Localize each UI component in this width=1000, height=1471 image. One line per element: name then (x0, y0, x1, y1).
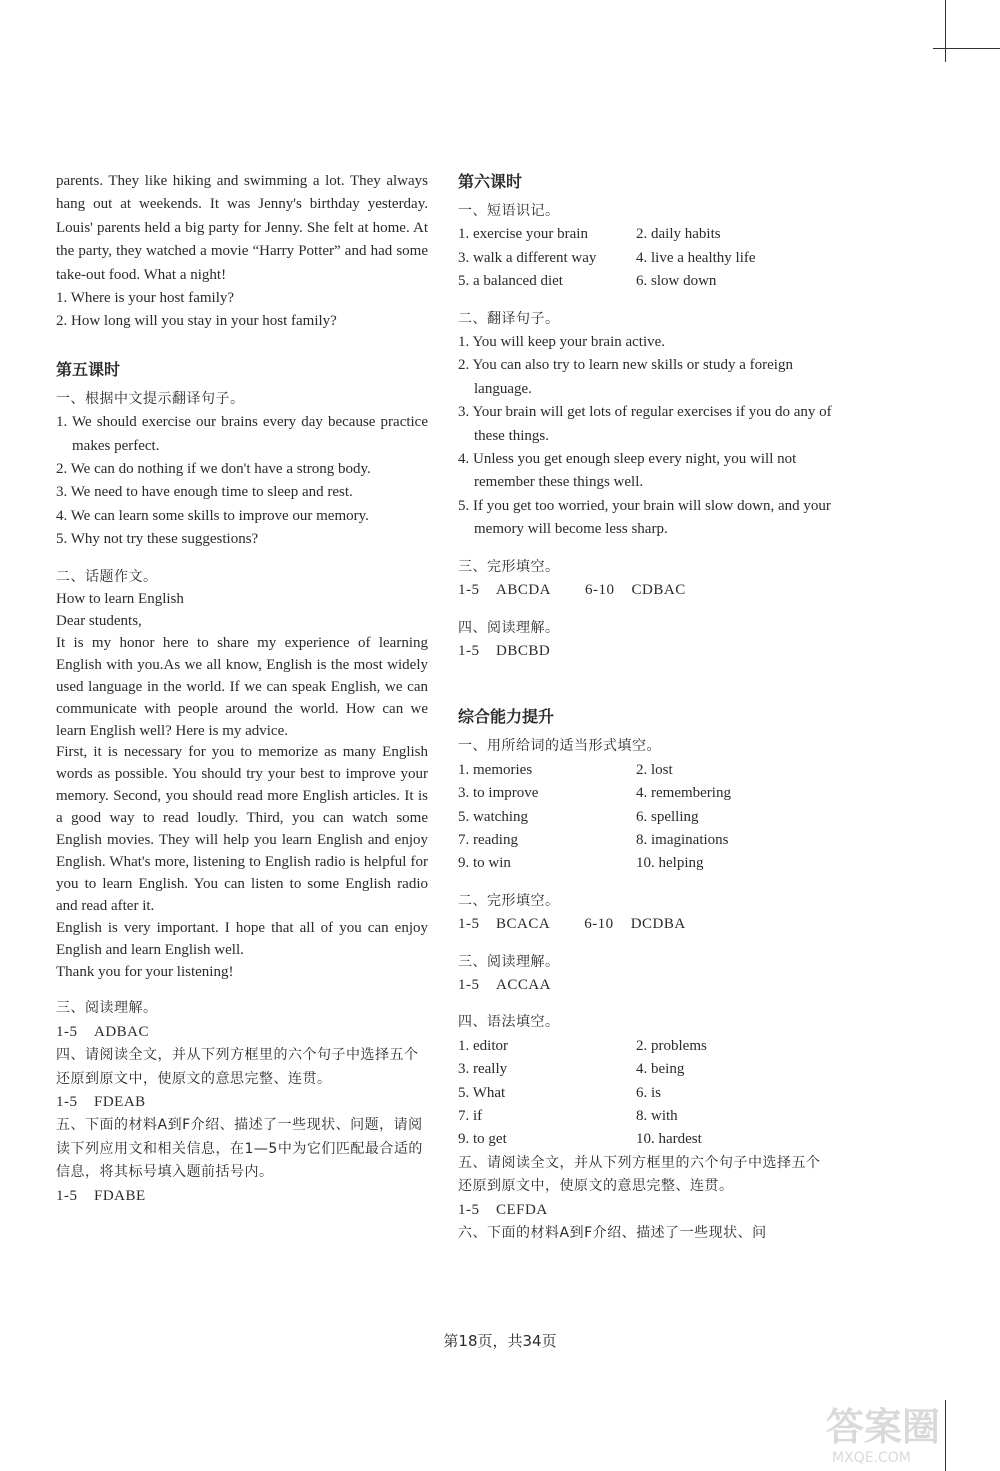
list-item: 9. to win (458, 855, 511, 872)
list-item: 5. a balanced diet (458, 273, 563, 290)
list-item: 2. daily habits (636, 226, 721, 243)
list-item: 7. reading (458, 831, 518, 848)
comprehensive-s5-title: 五、请阅读全文，并从下列方框里的六个句子中选择五个还原到原文中，使原文的意思完整、连贯。 (458, 1154, 821, 1195)
list-item: 1. memories (458, 761, 533, 778)
lesson5-s4-answer: 1-5 FDEAB (56, 1094, 146, 1111)
lesson6-s2-item: 1. You will keep your brain active. (458, 334, 666, 351)
lesson6-s3-title: 三、完形填空。 (458, 558, 560, 575)
comprehensive-s3-answer: 1-5 ACCAA (458, 976, 552, 993)
comprehensive-s4-list (458, 1035, 833, 1152)
lesson5-s5-title: 五、下面的材料A到F介绍、描述了一些现状、问题，请阅读下列应用文和相关信息，在1—5中为它们匹配最合适的信息，将其标号填入题前括号内。 (56, 1117, 423, 1181)
lesson5-title: 第五课时 (56, 359, 121, 379)
lesson6-s4-title: 四、阅读理解。 (458, 619, 560, 636)
list-item: 8. imaginations (636, 831, 729, 848)
crop-mark-vertical (945, 0, 946, 62)
page-footer: 第18页，共34页 (443, 1332, 557, 1350)
list-item: 2. lost (636, 761, 673, 778)
lesson6-s2-title: 二、翻译句子。 (458, 310, 560, 327)
list-item: 8. with (636, 1108, 678, 1124)
lesson5-s4-title: 四、请阅读全文，并从下列方框里的六个句子中选择五个还原到原文中，使原文的意思完整、连贯。 (56, 1047, 419, 1087)
list-item: 4. live a healthy life (636, 249, 756, 266)
list-item: 3. to improve (458, 785, 539, 802)
comprehensive-s2-answer: 1-5 BCACA 6-10 DCDBA (458, 916, 686, 933)
lesson5-s1-title: 一、根据中文提示翻译句子。 (56, 390, 245, 407)
list-item: 6. is (636, 1084, 662, 1101)
list-item: 10. helping (636, 855, 704, 872)
essay-title: How to learn English (56, 591, 184, 608)
list-item: 6. slow down (636, 273, 717, 290)
lesson5-s1-item: 1. We should exercise our brains every day because practice makes perfect. (56, 414, 428, 454)
essay-closing: Thank you for your listening! (56, 963, 234, 980)
lesson5-s1-item: 2. We can do nothing if we don't have a strong body. (56, 461, 371, 478)
list-item: 4. remembering (636, 785, 731, 802)
list-item: 5. What (458, 1084, 506, 1101)
lesson5-s2-title: 二、话题作文。 (56, 568, 158, 585)
list-item: 2. problems (636, 1037, 707, 1054)
lesson5-s3-answer: 1-5 ADBAC (56, 1023, 150, 1040)
list-item: 3. really (458, 1061, 508, 1078)
lesson5-s1-item: 5. Why not try these suggestions? (56, 531, 259, 548)
comprehensive-s6-title: 六、下面的材料A到F介绍、描述了一些现状、问 (458, 1225, 767, 1242)
svg-text:MXQE.COM: MXQE.COM (832, 1450, 911, 1466)
list-item: 1. exercise your brain (458, 226, 588, 243)
lesson5-s3-title: 三、阅读理解。 (56, 1000, 158, 1017)
intro-question-2: 2. How long will you stay in your host family? (56, 313, 337, 330)
lesson6-s2-item: 2. You can also try to learn new skills or study a foreign language. (458, 357, 793, 397)
lesson6-s2-item: 3. Your brain will get lots of regular exercises if you do any of these things. (458, 404, 832, 444)
lesson6-s2-item: 5. If you get too worried, your brain will slow down, and your memory will become less sharp. (458, 497, 831, 538)
crop-mark-horizontal (933, 48, 1000, 49)
lesson6-s1-title: 一、短语识记。 (458, 203, 560, 219)
essay-greeting: Dear students, (56, 613, 142, 629)
list-item: 5. watching (458, 808, 528, 825)
essay (56, 589, 428, 983)
list-item: 10. hardest (636, 1131, 702, 1148)
lesson6-s2-item: 4. Unless you get enough sleep every night, you will not remember these things well. (458, 451, 797, 491)
essay-paragraph-2: First, it is necessary for you to memorize as many English words as possible. You should try your best to improve your memory. Second, you should read more English articles. It is a good way to read loudly. Third, you can watch some English movies. They will help you learn English and enjoy English. What's more, listening to English radio is helpful for you to learn English. You can listen to some English radio and read after it. (56, 744, 428, 914)
list-item: 4. being (636, 1061, 685, 1078)
comprehensive-s2-title: 二、完形填空。 (458, 892, 560, 909)
watermark-logo (822, 1400, 992, 1466)
comprehensive-title: 综合能力提升 (458, 707, 555, 727)
list-item: 6. spelling (636, 808, 699, 825)
left-column (56, 170, 428, 1208)
lesson6-title: 第六课时 (458, 172, 523, 191)
lesson5-s1-item: 4. We can learn some skills to improve our memory. (56, 507, 369, 524)
list-item: 9. to get (458, 1131, 507, 1148)
right-column (458, 170, 833, 1245)
intro-paragraph: parents. They like hiking and swimming a lot. They always hang out at weekends. It was Jenny's birthday yesterday. Louis' parents held a big party for Jenny. She felt at home. At the party, they watched a movie “Harry Potter” and had some take-out food. What a night! (56, 173, 428, 283)
lesson6-s1-list (458, 223, 833, 293)
comprehensive-s3-title: 三、阅读理解。 (458, 953, 560, 970)
lesson5-s1-item: 3. We need to have enough time to sleep and rest. (56, 484, 353, 501)
list-item: 3. walk a different way (458, 249, 597, 266)
comprehensive-s5-answer: 1-5 CEFDA (458, 1201, 548, 1218)
essay-paragraph-1: It is my honor here to share my experience of learning English with you.As we all know, English is the most widely used language in the world. If we can speak English, we can communicate with people around the world. How can we learn English well? Here is my advice. (56, 634, 428, 739)
list-item: 1. editor (458, 1037, 508, 1054)
essay-paragraph-3: English is very important. I hope that all of you can enjoy English and learn English well. (56, 919, 428, 958)
comprehensive-s4-title: 四、语法填空。 (458, 1014, 560, 1031)
lesson5-s5-answer: 1-5 FDABE (56, 1187, 146, 1204)
comprehensive-s1-title: 一、用所给词的适当形式填空。 (458, 738, 661, 755)
svg-text:答案圈: 答案圈 (826, 1405, 941, 1449)
lesson6-s4-answer: 1-5 DBCBD (458, 642, 551, 659)
list-item: 7. if (458, 1108, 483, 1124)
intro-question-1: 1. Where is your host family? (56, 290, 235, 307)
lesson6-s3-answer: 1-5 ABCDA 6-10 CDBAC (458, 582, 686, 599)
comprehensive-s1-list (458, 759, 833, 876)
